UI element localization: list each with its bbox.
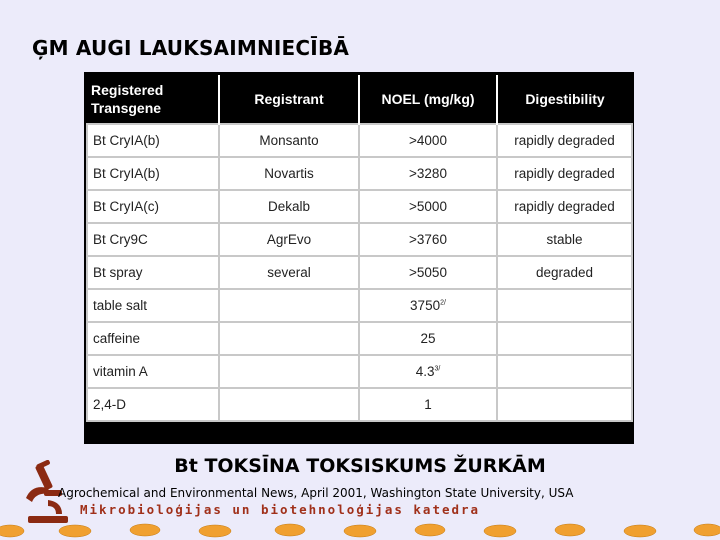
cell-registrant bbox=[219, 289, 359, 322]
footnote-marker: 2/ bbox=[440, 299, 446, 307]
cell-transgene: Bt spray bbox=[87, 256, 219, 289]
noel-value: 3750 bbox=[410, 298, 441, 313]
cell-digestibility bbox=[497, 322, 632, 355]
cell-registrant: Novartis bbox=[219, 157, 359, 190]
cell-digestibility bbox=[497, 355, 632, 388]
department-name: Mikrobioloģijas un biotehnoloģijas katedra bbox=[80, 502, 481, 517]
footnote-marker: 3/ bbox=[434, 365, 441, 373]
cell-transgene: table salt bbox=[87, 289, 219, 322]
cell-noel: 1 bbox=[359, 388, 497, 421]
cell-noel: >3760 bbox=[359, 223, 497, 256]
cell-transgene: Bt Cry9C bbox=[87, 223, 219, 256]
cell-digestibility: rapidly degraded bbox=[497, 190, 632, 223]
cell-transgene: Bt CryIA(b) bbox=[87, 124, 219, 157]
cell-transgene: Bt CryIA(c) bbox=[87, 190, 219, 223]
cell-transgene: 2,4-D bbox=[87, 388, 219, 421]
slide-title: ĢM AUGI LAUKSAIMNIECĪBĀ bbox=[32, 36, 350, 60]
cell-noel: 25 bbox=[359, 322, 497, 355]
cell-digestibility bbox=[497, 289, 632, 322]
cell-registrant bbox=[219, 322, 359, 355]
cell-registrant: Monsanto bbox=[219, 124, 359, 157]
cell-registrant: AgrEvo bbox=[219, 223, 359, 256]
cell-noel: >3280 bbox=[359, 157, 497, 190]
table-row bbox=[87, 223, 632, 256]
noel-value: 4.3 bbox=[415, 364, 435, 379]
cell-noel: >4000 bbox=[359, 124, 497, 157]
cell-registrant bbox=[219, 355, 359, 388]
source-citation: Agrochemical and Environmental News, April 2001, Washington State University, USA bbox=[58, 486, 574, 500]
cell-digestibility: rapidly degraded bbox=[497, 124, 632, 157]
table-row bbox=[87, 355, 632, 388]
cell-noel bbox=[359, 355, 497, 388]
table-row bbox=[87, 157, 632, 190]
cell-registrant: several bbox=[219, 256, 359, 289]
slide-subtitle: Bt TOKSĪNA TOKSISKUMS ŽURKĀM bbox=[174, 455, 546, 477]
table-row bbox=[87, 322, 632, 355]
table-row bbox=[87, 256, 632, 289]
cell-digestibility bbox=[497, 388, 632, 421]
cell-noel: >5000 bbox=[359, 190, 497, 223]
table-header-row bbox=[87, 75, 632, 124]
table-row bbox=[87, 190, 632, 223]
header-transgene: Registered Transgene bbox=[87, 75, 219, 124]
table-row bbox=[87, 124, 632, 157]
table-row bbox=[87, 289, 632, 322]
noel-table bbox=[86, 75, 633, 422]
table-row bbox=[87, 388, 632, 421]
cell-noel: >5050 bbox=[359, 256, 497, 289]
cell-transgene: vitamin A bbox=[87, 355, 219, 388]
cell-digestibility: rapidly degraded bbox=[497, 157, 632, 190]
cell-digestibility: degraded bbox=[497, 256, 632, 289]
header-registrant: Registrant bbox=[219, 75, 359, 124]
header-noel: NOEL (mg/kg) bbox=[359, 75, 497, 124]
cell-registrant: Dekalb bbox=[219, 190, 359, 223]
cell-transgene: caffeine bbox=[87, 322, 219, 355]
cell-digestibility: stable bbox=[497, 223, 632, 256]
cell-registrant bbox=[219, 388, 359, 421]
cell-transgene: Bt CryIA(b) bbox=[87, 157, 219, 190]
header-digestibility: Digestibility bbox=[497, 75, 632, 124]
cell-noel bbox=[359, 289, 497, 322]
decorative-band bbox=[0, 522, 720, 540]
